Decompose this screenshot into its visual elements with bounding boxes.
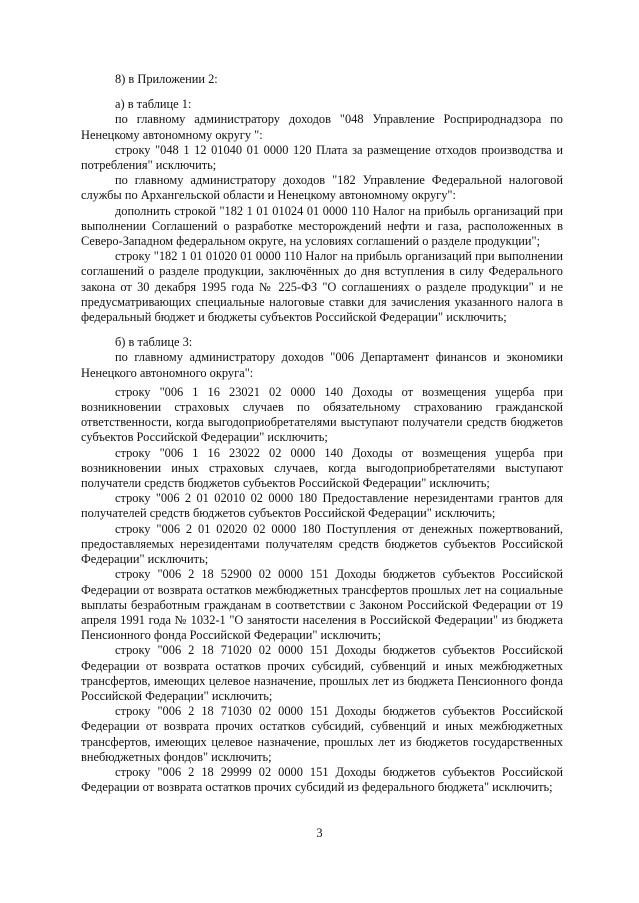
row-006-02010: строку "006 2 01 02010 02 0000 180 Предоставление нерезидентами грантов для получателей средств бюджетов субъектов Российской Федерации" исключить;	[81, 491, 563, 521]
row-006-29999: строку "006 2 18 29999 02 0000 151 Доходы бюджетов субъектов Российской Федерации от возврата остатков прочих субсидий из федерального бюджета" исключить;	[81, 764, 563, 795]
subheading-table-1: а) в таблице 1:	[115, 97, 192, 112]
heading-appendix-2: 8) в Приложении 2:	[115, 72, 218, 86]
administrator-182: по главному администратору доходов "182 Управление Федеральной налоговой службы по Архангельской области и Ненецкому автономному округу":	[81, 173, 563, 203]
page-number: 3	[316, 826, 323, 840]
administrator-006: по главному администратору доходов "006 Департамент финансов и экономики Ненецкого автономного округа":	[81, 350, 563, 380]
row-006-71030: строку "006 2 18 71030 02 0000 151 Доходы бюджетов субъектов Российской Федерации от возврата прочих остатков субсидий, субвенций и иных межбюджетных трансфертов, имеющих целевое назначение, прошлых лет из бюджетов государственных внебюджетных фондов" исключить;	[81, 704, 563, 764]
row-182-exclude: строку "182 1 01 01020 01 0000 110 Налог на прибыль организаций при выполнении соглашений о разделе продукции, заключённых до дня вступления в силу Федерального закона от 30 декабря 1995 года № 225-ФЗ "О соглашениях о разделе продукции" и не предусматривающих специальные налоговые ставки для зачисления указанного налога в федеральный бюджет и бюджеты субъектов Российской Федерации" исключить;	[81, 249, 563, 325]
row-006-71020: строку "006 2 18 71020 02 0000 151 Доходы бюджетов субъектов Российской Федерации от возврата остатков прочих субсидий, субвенций и иных межбюджетных трансфертов, имеющих целевое назначение, прошлых лет из бюджета Пенсионного фонда Российской Федерации" исключить;	[81, 643, 563, 703]
document-body	[81, 72, 563, 795]
administrator-048: по главному администратору доходов "048 Управление Росприроднадзора по Ненецкому автономному округу ":	[81, 112, 563, 142]
row-006-23022: строку "006 1 16 23022 02 0000 140 Доходы от возмещения ущерба при возникновении иных страховых случаев, когда выгодоприобретателями выступают получатели средств бюджетов субъектов Российской Федерации" исключить;	[81, 445, 563, 491]
subheading-table-3: б) в таблице 3:	[115, 335, 193, 350]
row-048-exclude: строку "048 1 12 01040 01 0000 120 Плата за размещение отходов производства и потребления" исключить;	[81, 142, 563, 173]
row-006-02020: строку "006 2 01 02020 02 0000 180 Поступления от денежных пожертвований, предоставляемых нерезидентами получателям средств бюджетов субъектов Российской Федерации" исключить;	[81, 521, 563, 567]
row-006-52900: строку "006 2 18 52900 02 0000 151 Доходы бюджетов субъектов Российской Федерации от возврата остатков межбюджетных трансфертов прошлых лет на социальные выплаты безработным гражданам в соответствии с Законом Российской Федерации от 19 апреля 1991 года № 1032-1 "О занятости населения в Российской Федерации" из бюджета Пенсионного фонда Российской Федерации" исключить;	[81, 567, 563, 643]
row-182-add: дополнить строкой "182 1 01 01024 01 0000 110 Налог на прибыль организаций при выполнении Соглашений о разработке месторождений нефти и газа, расположенных в Северо-Западном федеральном округе, на условиях соглашений о разделе продукции";	[81, 203, 563, 249]
row-006-23021: строку "006 1 16 23021 02 0000 140 Доходы от возмещения ущерба при возникновении страховых случаев по обязательному страхованию гражданской ответственности, когда выгодоприобретателями выступают получатели средств бюджетов субъектов Российской Федерации" исключить;	[81, 384, 563, 445]
